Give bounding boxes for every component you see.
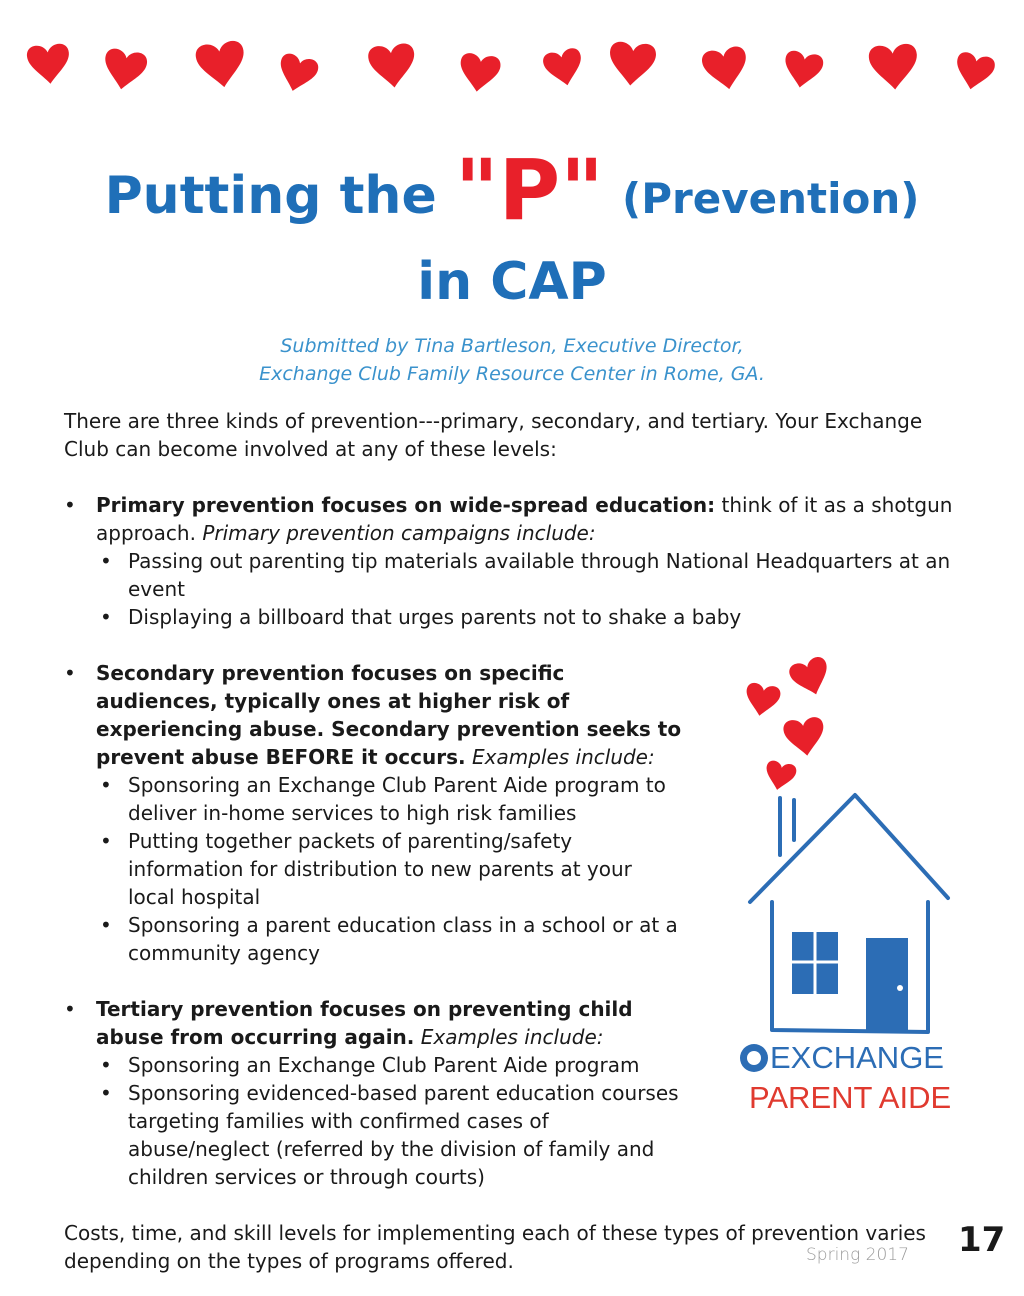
- tertiary-lead: [96, 995, 684, 1051]
- byline-line2: Exchange Club Family Resource Center in Rome, GA.: [259, 363, 765, 385]
- sub-bullet: •: [100, 549, 112, 573]
- heart-icon: [762, 759, 797, 793]
- heart-icon: [782, 716, 827, 758]
- list-item: [100, 1051, 684, 1079]
- heart-icon: [700, 45, 750, 93]
- hearts-decoration: [0, 30, 1024, 110]
- list-item: [100, 1079, 684, 1191]
- heart-icon: [457, 52, 502, 94]
- secondary-lead: [96, 659, 684, 771]
- bullet: •: [64, 997, 76, 1021]
- exchange-seal-icon: [740, 1044, 768, 1072]
- page-title: [0, 140, 1024, 241]
- house-logo-icon: [720, 640, 980, 1040]
- heart-icon: [743, 682, 782, 719]
- heart-icon: [194, 40, 248, 91]
- bullet: •: [64, 493, 76, 517]
- primary-italic: Primary prevention campaigns include:: [202, 521, 596, 545]
- house-outline: [750, 795, 948, 1032]
- secondary-italic: Examples include:: [471, 745, 655, 769]
- heart-icon: [26, 43, 71, 86]
- primary-bold: Primary prevention focuses on wide-spread education:: [96, 493, 716, 517]
- list-item-text: Displaying a billboard that urges parents not to shake a baby: [128, 605, 742, 629]
- title-p: "P": [454, 141, 604, 239]
- title-paren: (Prevention): [622, 174, 920, 223]
- heart-icon: [100, 47, 148, 93]
- heart-icon: [787, 655, 834, 700]
- sub-bullet: •: [100, 1081, 112, 1105]
- heart-icon: [781, 49, 825, 90]
- sub-bullet: •: [100, 913, 112, 937]
- list-item: [100, 911, 684, 967]
- list-item-text: Passing out parenting tip materials available through National Headquarters at an event: [128, 549, 951, 601]
- heart-icon: [868, 43, 919, 91]
- intro-paragraph: There are three kinds of prevention---primary, secondary, and tertiary. Your Exchange Club can become involved at any of these levels:: [64, 409, 923, 461]
- tertiary-section: [64, 995, 684, 1191]
- list-item-text: Sponsoring a parent education class in a school or at a community agency: [128, 913, 678, 965]
- heart-border: [0, 30, 1024, 110]
- list-item: [100, 603, 964, 631]
- byline-line1: Submitted by Tina Bartleson, Executive Director,: [280, 335, 744, 357]
- floating-hearts: [743, 655, 835, 793]
- list-item: [100, 547, 964, 603]
- heart-icon: [607, 41, 657, 88]
- bullet: •: [64, 661, 76, 685]
- heart-icon: [367, 42, 417, 89]
- title-prefix: Putting the: [104, 166, 437, 226]
- primary-section: [64, 491, 964, 631]
- tertiary-italic: Examples include:: [420, 1025, 604, 1049]
- page-number: 17: [958, 1220, 1006, 1260]
- sub-bullet: •: [100, 605, 112, 629]
- tertiary-bold: Tertiary prevention focuses on preventing child abuse from occurring again.: [96, 997, 633, 1049]
- secondary-section: [64, 659, 684, 967]
- heart-icon: [274, 52, 320, 96]
- sub-bullet: •: [100, 829, 112, 853]
- heart-icon: [542, 47, 587, 90]
- list-item-text: Putting together packets of parenting/safety information for distribution to new parents at your local hospital: [128, 829, 632, 909]
- list-item-text: Sponsoring an Exchange Club Parent Aide program: [128, 1053, 640, 1077]
- primary-text: think of it as a shotgun approach.: [96, 493, 953, 545]
- list-item: [100, 771, 684, 827]
- secondary-bold: Secondary prevention focuses on specific audiences, typically ones at higher risk of experiencing abuse. Secondary prevention seeks to prevent abuse BEFORE it occurs.: [96, 661, 682, 769]
- heart-icon: [952, 51, 997, 94]
- primary-lead: [96, 491, 964, 547]
- byline: [0, 332, 1024, 388]
- page-title-line2: in CAP: [417, 252, 607, 312]
- logo-line1: EXCHANGE: [770, 1040, 944, 1075]
- list-item: [100, 827, 684, 911]
- sub-bullet: •: [100, 773, 112, 797]
- house-door: [866, 938, 908, 1032]
- list-item-text: Sponsoring an Exchange Club Parent Aide program to deliver in-home services to high risk families: [128, 773, 666, 825]
- sub-bullet: •: [100, 1053, 112, 1077]
- footer-season: Spring 2017: [806, 1245, 909, 1265]
- closing-paragraph: Costs, time, and skill levels for implementing each of these types of prevention varies depending on the types of programs offered.: [64, 1221, 926, 1273]
- logo-exchange: [740, 1040, 944, 1076]
- logo-parent-aide: PARENT AIDE: [749, 1080, 952, 1115]
- list-item-text: Sponsoring evidenced-based parent education courses targeting families with confirmed cases of abuse/neglect (referred by the division of family and children services or through courts): [128, 1081, 679, 1189]
